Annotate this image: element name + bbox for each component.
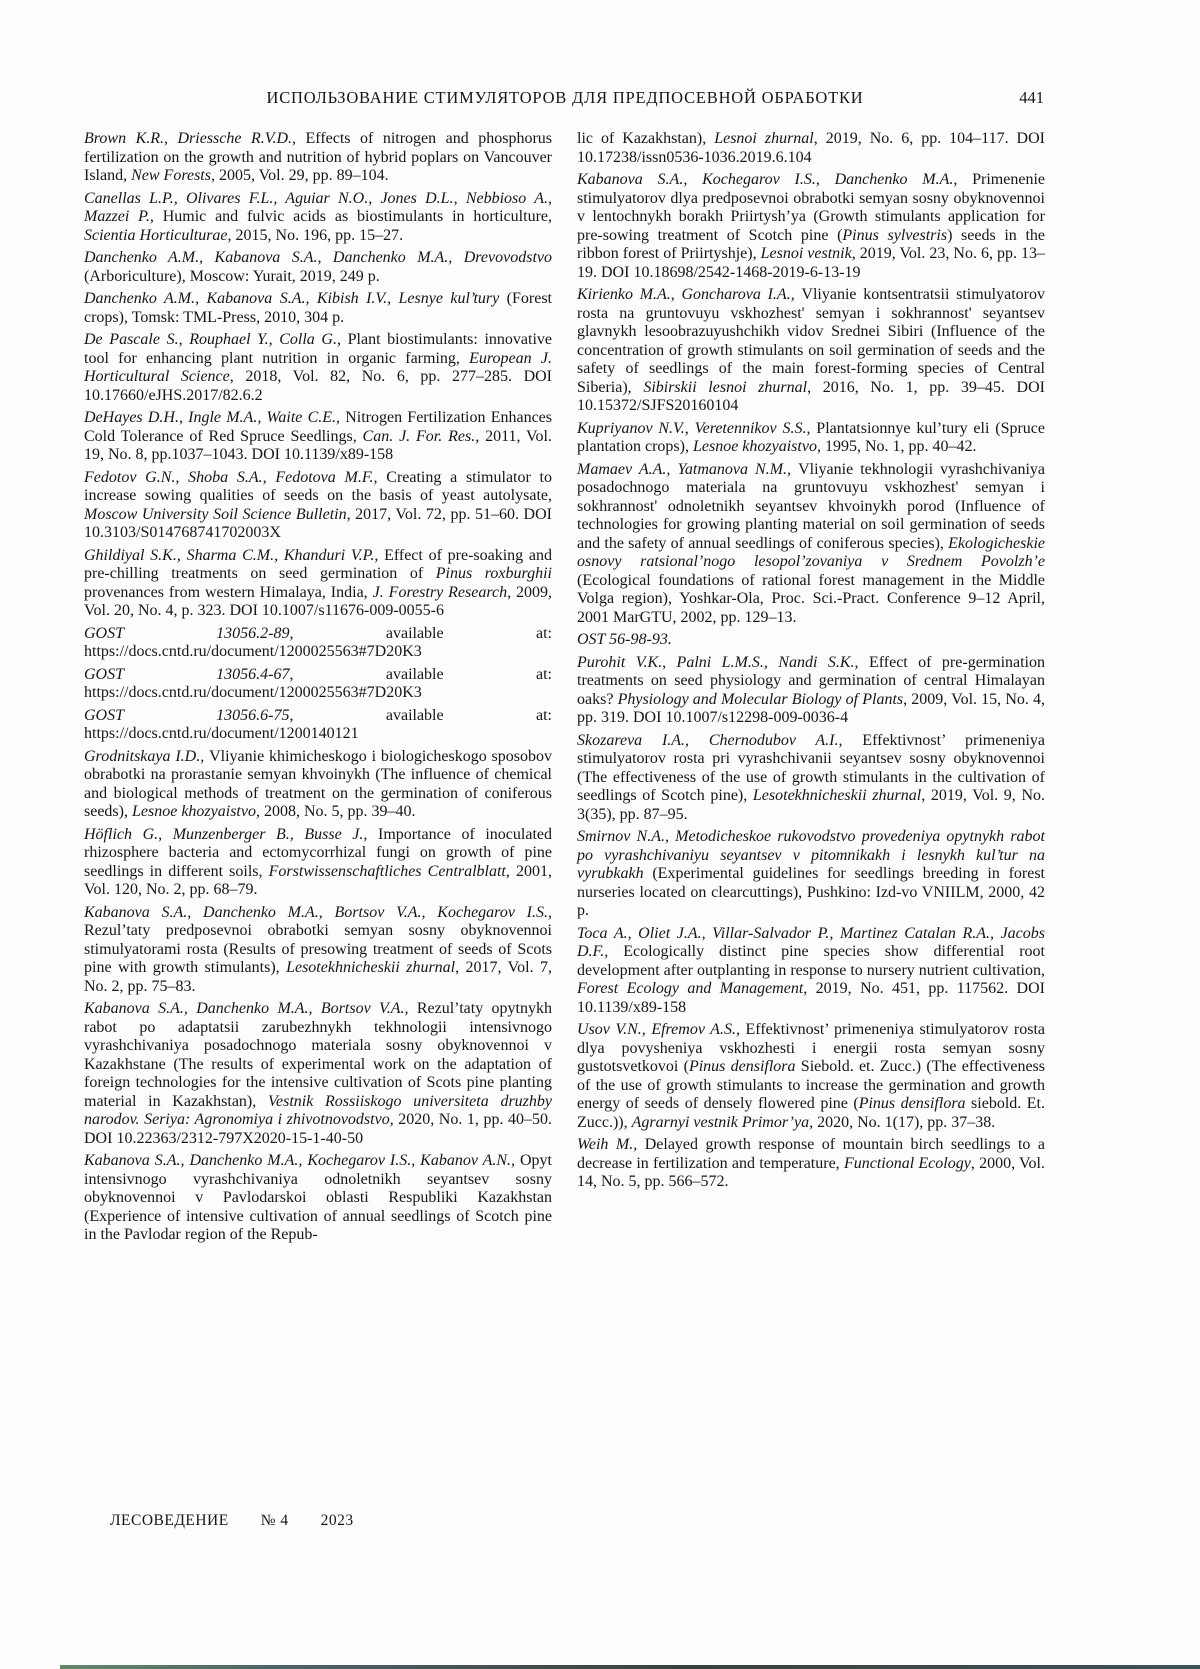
reference-italic-text: Lesotekhnicheskii zhurnal	[752, 787, 922, 804]
reference-italic-text: GOST 13056.6-75	[84, 706, 290, 724]
reference-italic-text: Grodnitskaya I.D.,	[84, 747, 210, 765]
reference-italic-text: GOST 13056.2-89	[84, 624, 290, 642]
reference-text: Plantatsionnye kul’tury eli (Spruce plantation crops),	[577, 419, 1046, 455]
reference-item	[577, 130, 1045, 167]
reference-italic-text: Lesnye kul’tury	[398, 290, 500, 307]
reference-italic-text: Kabanova S.A., Danchenko M.A., Kochegarov I.S., Kabanov A.N.,	[84, 1152, 520, 1169]
references-section	[84, 130, 1046, 1249]
reference-italic-text: Fedotov G.N., Shoba S.A., Fedotova M.F.,	[84, 468, 387, 486]
reference-item	[84, 249, 552, 286]
reference-text: (Ecological foundations of rational forest management in the Middle Volga region), Yoshkar-Ola, Proc. Sci.-Pract. Conference 9–12 April, 2001 MarGTU, 2002, pp. 129–13.	[577, 571, 1045, 626]
reference-text: Effektivnost’ primeneniya stimulyatorov rosta dlya povysheniya vskhozhesti i energii rosta semyan sosny gustotsvetkovoi (	[577, 1021, 1045, 1075]
reference-text: Siebold. et. Zucc.) (The effectiveness of the use of growth stimulants to increase the germination and growth energy of seeds of densely flowered pine (	[577, 1058, 1046, 1112]
reference-italic-text: Danchenko A.M., Kabanova S.A., Danchenko M.A.,	[84, 249, 464, 266]
reference-text: , 2001, Vol. 120, No. 2, pp. 68–79.	[84, 862, 553, 898]
reference-text: Rezul’taty predposevnoi obrabotki semyan sosny obyknovennoi stimulyatorami rosta (Results of presowing treatment of seeds of Scots pine with growth stimulants),	[84, 922, 552, 976]
page-footer	[110, 1512, 354, 1530]
reference-italic-text: J. Forestry Research	[372, 583, 508, 601]
reference-italic-text: GOST 13056.4-67	[84, 665, 290, 683]
reference-text: Vliyanie tekhnologii vyrashchivaniya posadochnogo materiala na gruntovuyu vskhozhest' semyan i sokhrannost' odnoletnikh seyantsev khvoinykh porod (Influence of technologies for growing planting material on soil germination of seeds and the safety of annual seedlings of coniferous species),	[577, 460, 1046, 552]
reference-item	[84, 547, 552, 621]
reference-text: Primenenie stimulyatorov dlya predposevnoi obrabotki semyan sosny obyknovennoi v lentochnykh borakh Priirtysh’ya (Growth stimulants application for pre-sowing treatment of Scotch pine (	[577, 171, 1045, 244]
reference-italic-text: Agrarnyi vestnik Primor’ya	[631, 1113, 810, 1131]
reference-text: , available at: https://docs.cntd.ru/document/1200025563#7D20K3	[84, 665, 552, 701]
reference-text: Effects of nitrogen and phosphorus fertilization on the growth and nutrition of hybrid poplars on Vancouver Island,	[84, 130, 552, 184]
reference-italic-text: Mamaev A.A., Yatmanova N.M.,	[577, 460, 799, 478]
reference-text: , 2016, No. 1, pp. 39–45. DOI 10.15372/SJFS20160104	[577, 378, 1045, 414]
reference-text: , 2017, Vol. 72, pp. 51–60. DOI 10.3103/S014768741702003X	[84, 505, 552, 541]
reference-text: (Forest crops), Tomsk: TML-Press, 2010, 304 p.	[84, 290, 552, 326]
reference-text: Effect of pre-germination treatments on seed physiology and germination of central Himalayan oaks?	[577, 653, 1046, 708]
reference-text: , 2018, Vol. 82, No. 6, pp. 277–285. DOI 10.17660/eJHS.2017/82.6.2	[84, 368, 553, 404]
reference-item	[577, 171, 1045, 282]
reference-text: , 2019, No. 6, pp. 104–117. DOI 10.17238/issn0536-1036.2019.6.104	[577, 130, 1045, 166]
reference-text: Creating a stimulator to increase sowing qualities of seeds on the basis of yeast autolysate,	[84, 468, 552, 504]
reference-item	[84, 290, 552, 327]
reference-italic-text: Pinus densiflora	[858, 1095, 966, 1112]
reference-italic-text: Sibirskii lesnoi zhurnal	[643, 378, 808, 396]
reference-italic-text: European J. Horticultural Science	[84, 349, 552, 385]
reference-italic-text: Lesnoe khozyaistvo	[692, 438, 817, 455]
reference-item	[84, 409, 552, 465]
reference-item	[577, 420, 1045, 457]
reference-italic-text: Functional Ecology	[843, 1154, 971, 1172]
reference-text: , 2008, No. 5, pp. 39–40.	[255, 803, 416, 820]
reference-text: , 2020, No. 1, pp. 40–50. DOI 10.22363/2312-797X2020-15-1-40-50	[84, 1111, 552, 1147]
reference-text: , 2009, Vol. 20, No. 4, p. 323. DOI 10.1007/s11676-009-0055-6	[84, 583, 553, 619]
page-header	[84, 88, 1046, 112]
reference-text: , 2009, Vol. 15, No. 4, pp. 319. DOI 10.1007/s12298-009-0036-4	[577, 690, 1046, 726]
reference-item	[84, 904, 552, 997]
reference-text: ) seeds in the ribbon forest of Priirtyshje),	[577, 226, 1045, 262]
reference-italic-text: Pinus densiflora	[688, 1058, 796, 1075]
page-number: 441	[1019, 88, 1044, 107]
references-column-left	[84, 130, 552, 1249]
reference-item	[577, 654, 1045, 728]
reference-italic-text: Forstwissenschaftliches Centralblatt	[268, 862, 506, 880]
reference-item	[84, 331, 552, 405]
reference-item	[84, 707, 552, 744]
reference-italic-text: Lesotekhnicheskii zhurnal	[286, 959, 456, 976]
reference-italic-text: Kabanova S.A., Danchenko M.A., Bortsov V.A.,	[84, 1000, 417, 1017]
reference-italic-text: DeHayes D.H., Ingle M.A., Waite C.E.,	[84, 409, 346, 426]
reference-text: , available at: https://docs.cntd.ru/document/1200140121	[84, 706, 552, 742]
reference-italic-text: Drevovodstvo	[463, 249, 552, 266]
reference-text: Ecologically distinct pine species show differential root development after outplanting in response to nursery nutrient cultivation,	[577, 943, 1045, 979]
reference-item	[577, 461, 1045, 628]
reference-italic-text: Canellas L.P., Olivares F.L., Aguiar N.O., Jones D.L., Nebbioso A., Mazzei P.,	[84, 189, 552, 225]
reference-italic-text: Purohit V.K., Palni L.M.S., Nandi S.K.,	[577, 653, 869, 671]
reference-text: Humic and fulvic acids as biostimulants in horticulture,	[162, 208, 552, 225]
reference-item	[577, 732, 1045, 825]
reference-text: lic of Kazakhstan),	[577, 130, 715, 147]
reference-text: Rezul’taty opytnykh rabot po adaptatsii zarubezhnykh tekhnologii intensivnogo vyrashchivaniya posadochnogo materiala sosny obyknovennoi v Kazakhstane (The results of experimental work on the adaptation of foreign technologies for the intensive cultivation of Scots pine planting material in Kazakhstan),	[84, 1000, 553, 1110]
reference-text: , 2020, No. 1(17), pp. 37–38.	[809, 1113, 996, 1131]
reference-italic-text: Weih M.,	[577, 1136, 645, 1153]
reference-italic-text: Kirienko M.A., Goncharova I.A.,	[577, 286, 802, 303]
reference-italic-text: Scientia Horticulturae	[84, 226, 228, 244]
reference-italic-text: De Pascale S., Rouphael Y., Colla G.,	[84, 331, 348, 348]
reference-text: , 2017, Vol. 7, No. 2, pp. 75–83.	[84, 959, 552, 995]
reference-text: , 1995, No. 1, pp. 40–42.	[816, 438, 977, 455]
references-column-right	[577, 130, 1045, 1249]
reference-italic-text: Kabanova S.A., Danchenko M.A., Bortsov V.A., Kochegarov I.S.,	[84, 903, 552, 921]
reference-text: Plant biostimulants: innovative tool for enhancing plant nutrition in organic farming,	[84, 331, 552, 367]
reference-text: , 2005, Vol. 29, pp. 89–104.	[210, 167, 389, 184]
journal-name: ЛЕСОВЕДЕНИЕ	[110, 1512, 229, 1529]
reference-italic-text: Lesnoi vestnik	[760, 245, 852, 262]
reference-item	[84, 666, 552, 703]
reference-italic-text: Vestnik Rossiiskogo universiteta druzhby narodov. Seriya: Agronomiya i zhivotnovodstvo	[84, 1092, 552, 1128]
reference-text: , 2000, Vol. 14, No. 5, pp. 566–572.	[577, 1154, 1045, 1190]
reference-item	[84, 1000, 552, 1148]
reference-italic-text: Ghildiyal S.K., Sharma C.M., Khanduri V.P.,	[84, 546, 385, 564]
reference-italic-text: Lesnoi zhurnal	[714, 130, 814, 147]
reference-italic-text: Lesnoe khozyaistvo	[131, 803, 256, 820]
reference-italic-text: Brown K.R., Driessche R.V.D.,	[84, 130, 306, 147]
reference-text: Effect of pre-soaking and pre-chilling treatments on seed germination of	[84, 546, 553, 582]
year: 2023	[320, 1512, 354, 1529]
reference-item	[577, 828, 1045, 921]
reference-italic-text: Metodicheskoe rukovodstvo provedeniya opytnykh rabot po vyrashchivaniyu seyantsev v pitomnikakh i lesnykh kul’tur na vyrubkakh	[577, 828, 1046, 882]
reference-item	[84, 1152, 552, 1245]
reference-item	[577, 1136, 1045, 1192]
reference-text: Delayed growth response of mountain birch seedlings to a decrease in fertilization and temperature,	[577, 1136, 1045, 1172]
reference-item	[577, 1021, 1045, 1132]
reference-item	[577, 631, 1045, 650]
reference-text: (Experimental guidelines for seedlings breeding in forest nurseries located on clearcuttings), Pushkino: Izd-vo VNIILM, 2000, 42 p.	[577, 865, 1045, 919]
reference-text: Importance of inoculated rhizosphere bacteria and ectomycorrhizal fungi on growth of pine seedlings in different soils,	[84, 825, 552, 880]
issue-number: № 4	[260, 1512, 289, 1529]
reference-text: Vliyanie kontsentratsii stimulyatorov rosta na gruntovuyu vskhozhest' semyan i sokhrannost' seyantsev glavnykh lesoobrazuyushchikh vidov Srednei Sibiri (Influence of the concentration of growth stimulants on soil germination of seeds and the safety of seedlings of the main forest-forming species of Central Siberia),	[577, 286, 1045, 396]
reference-text: , 2011, Vol. 19, No. 8, pp.1037–1043. DOI 10.1139/x89-158	[84, 427, 552, 463]
running-title: ИСПОЛЬЗОВАНИЕ СТИМУЛЯТОРОВ ДЛЯ ПРЕДПОСЕВНОЙ ОБРАБОТКИ	[266, 88, 864, 107]
reference-text: provenances from western Himalaya, India,	[84, 583, 373, 601]
reference-text: , 2019, Vol. 9, No. 3(35), pp. 87–95.	[577, 787, 1046, 823]
reference-italic-text: New Forests	[131, 167, 211, 184]
reference-item	[84, 826, 552, 900]
reference-item	[84, 748, 552, 822]
reference-text: Nitrogen Fertilization Enhances Cold Tolerance of Red Spruce Seedlings,	[84, 409, 552, 445]
reference-italic-text: Kupriyanov N.V., Veretennikov S.S.,	[577, 419, 817, 437]
reference-text: , 2019, Vol. 23, No. 6, pp. 13–19. DOI 10.18698/2542-1468-2019-6-13-19	[577, 245, 1046, 281]
reference-italic-text: Pinus sylvestris	[842, 226, 948, 244]
reference-text: , 2019, No. 451, pp. 117562. DOI 10.1139/x89-158	[577, 980, 1045, 1016]
reference-italic-text: Forest Ecology and Management	[577, 980, 804, 997]
reference-text: Opyt intensivnogo vyrashchivaniya odnoletnikh seyantsev sosny obyknovennoi v Pavlodarskoi oblasti Respubliki Kazakhstan (Experience of intensive cultivation of annual seedlings of Scotch pine in the Pavlodar region of the Repub-	[84, 1152, 552, 1243]
reference-text: Effektivnost’ primeneniya stimulyatorov rosta pri vyrashchivanii seyantsev sosny obyknovennoi (The effectiveness of the use of growth stimulants in the cultivation of seedlings of Scotch pine),	[577, 731, 1045, 804]
reference-item	[84, 190, 552, 246]
reference-italic-text: Skozareva I.A., Chernodubov A.I.,	[577, 731, 863, 749]
reference-italic-text: Pinus roxburghii	[435, 565, 552, 582]
reference-item	[84, 130, 552, 186]
reference-italic-text: Physiology and Molecular Biology of Plants	[617, 690, 904, 708]
reference-text: (Arboriculture), Moscow: Yurait, 2019, 249 p.	[84, 267, 380, 285]
reference-italic-text: Can. J. For. Res.	[362, 427, 476, 445]
reference-italic-text: OST 56-98-93.	[577, 631, 672, 648]
reference-italic-text: Höflich G., Munzenberger B., Busse J.,	[84, 825, 378, 843]
reference-text: , available at: https://docs.cntd.ru/document/1200025563#7D20K3	[84, 624, 552, 660]
reference-italic-text: Ekologicheskie osnovy ratsional’nogo lesopol’zovaniya v Srednem Povolzh’e	[577, 534, 1045, 570]
reference-item	[577, 286, 1045, 416]
reference-text: , 2015, No. 196, pp. 15–27.	[227, 226, 404, 244]
reference-italic-text: Danchenko A.M., Kabanova S.A., Kibish I.V.,	[84, 290, 399, 307]
scan-artifact-line	[60, 1665, 1200, 1669]
reference-italic-text: Toca A., Oliet J.A., Villar-Salvador P., Martinez Catalan R.A., Jacobs D.F.,	[577, 924, 1045, 960]
reference-italic-text: Kabanova S.A., Kochegarov I.S., Danchenko M.A.,	[577, 171, 973, 188]
reference-text: siebold. Et. Zucc.)),	[577, 1095, 1045, 1131]
reference-italic-text: Moscow University Soil Science Bulletin	[84, 505, 347, 523]
reference-item	[84, 469, 552, 543]
reference-text: Vliyanie khimicheskogo i biologicheskogo sposobov obrabotki na prorastanie semyan khvoinykh (The influence of chemical and biological methods of treatment on the germination of coniferous seeds),	[84, 747, 553, 820]
reference-italic-text: Smirnov N.A.,	[577, 828, 676, 845]
reference-item	[84, 625, 552, 662]
reference-italic-text: Usov V.N., Efremov A.S.,	[577, 1021, 746, 1038]
reference-item	[577, 925, 1045, 1018]
